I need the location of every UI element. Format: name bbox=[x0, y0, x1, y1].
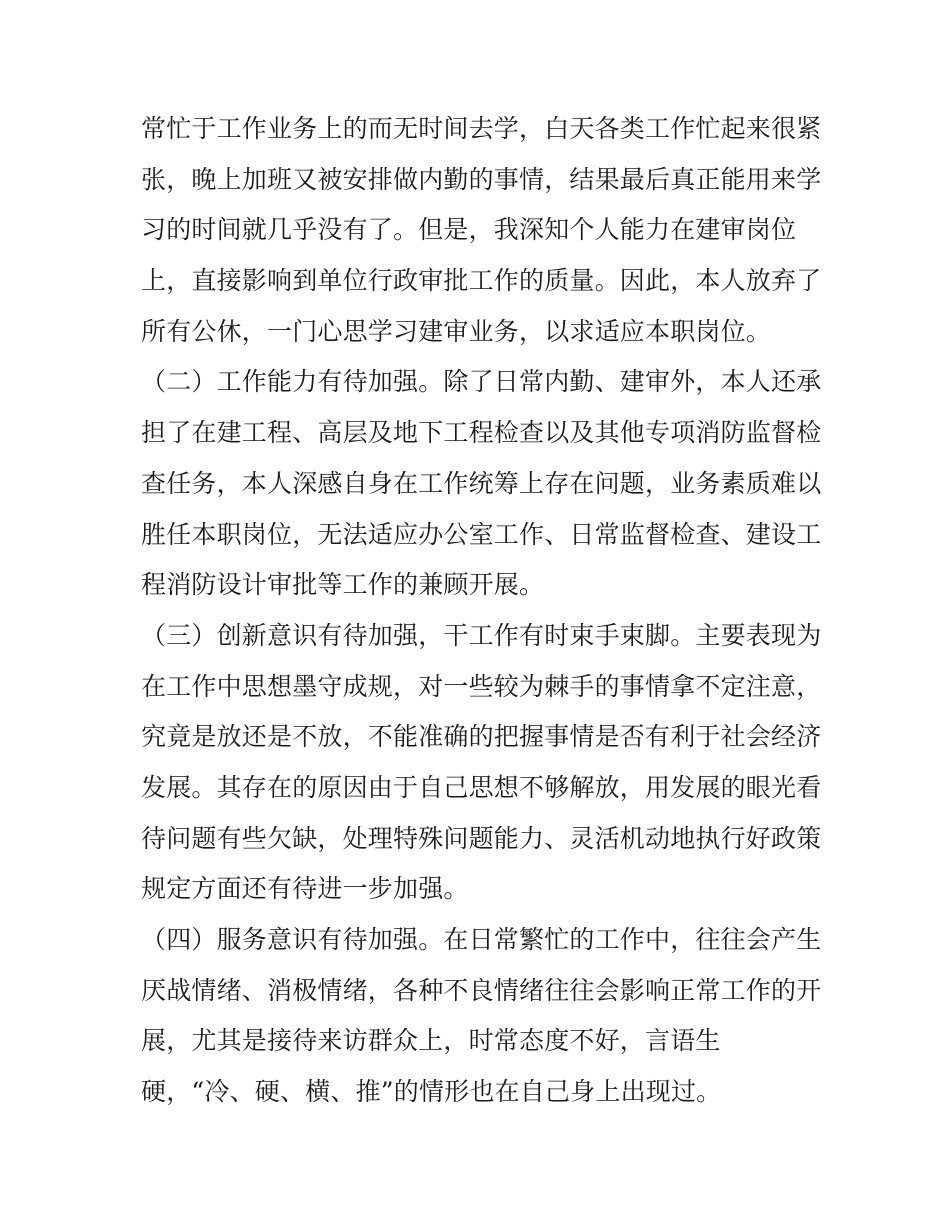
text-line: 担了在建工程、高层及地下工程检查以及其他专项消防监督检 bbox=[141, 418, 822, 448]
text-line: 上，直接影响到单位行政审批工作的质量。因此，本人放弃了 bbox=[141, 266, 822, 296]
text-line: 究竟是放还是不放，不能准确的把握事情是否有利于社会经济 bbox=[141, 722, 822, 752]
text-line: 张，晚上加班又被安排做内勤的事情，结果最后真正能用来学 bbox=[141, 164, 822, 194]
text-line: 所有公休，一门心思学习建审业务，以求适应本职岗位。 bbox=[141, 316, 772, 346]
text-line: 程消防设计审批等工作的兼顾开展。 bbox=[141, 570, 545, 600]
text-line: （四）服务意识有待加强。在日常繁忙的工作中，往往会产生 bbox=[141, 925, 822, 954]
text-line: 在工作中思想墨守成规，对一些较为棘手的事情拿不定注意， bbox=[141, 671, 822, 701]
text-line: 发展。其存在的原因由于自己思想不够解放，用发展的眼光看 bbox=[141, 772, 822, 802]
text-line: 待问题有些欠缺，处理特殊问题能力、灵活机动地执行好政策 bbox=[141, 823, 822, 853]
text-line: 胜任本职岗位，无法适应办公室工作、日常监督检查、建设工 bbox=[141, 519, 822, 549]
text-line: （三）创新意识有待加强，干工作有时束手束脚。主要表现为 bbox=[141, 620, 822, 650]
text-line: 展，尤其是接待来访群众上，时常态度不好，言语生 bbox=[141, 1026, 721, 1056]
text-line: 厌战情绪、消极情绪，各种不良情绪往往会影响正常工作的开 bbox=[141, 975, 822, 1005]
text-line: （二）工作能力有待加强。除了日常内勤、建审外，本人还承 bbox=[141, 367, 822, 397]
body-text bbox=[141, 104, 821, 1118]
text-line: 硬，“冷、硬、横、推”的情形也在自己身上出现过。 bbox=[141, 1077, 722, 1107]
text-line: 查任务，本人深感自身在工作统筹上存在问题，业务素质难以 bbox=[141, 468, 822, 498]
text-line: 常忙于工作业务上的而无时间去学，白天各类工作忙起来很紧 bbox=[141, 114, 822, 143]
text-line: 规定方面还有待进一步加强。 bbox=[141, 874, 469, 904]
text-line: 习的时间就几乎没有了。但是，我深知个人能力在建审岗位 bbox=[141, 215, 797, 245]
